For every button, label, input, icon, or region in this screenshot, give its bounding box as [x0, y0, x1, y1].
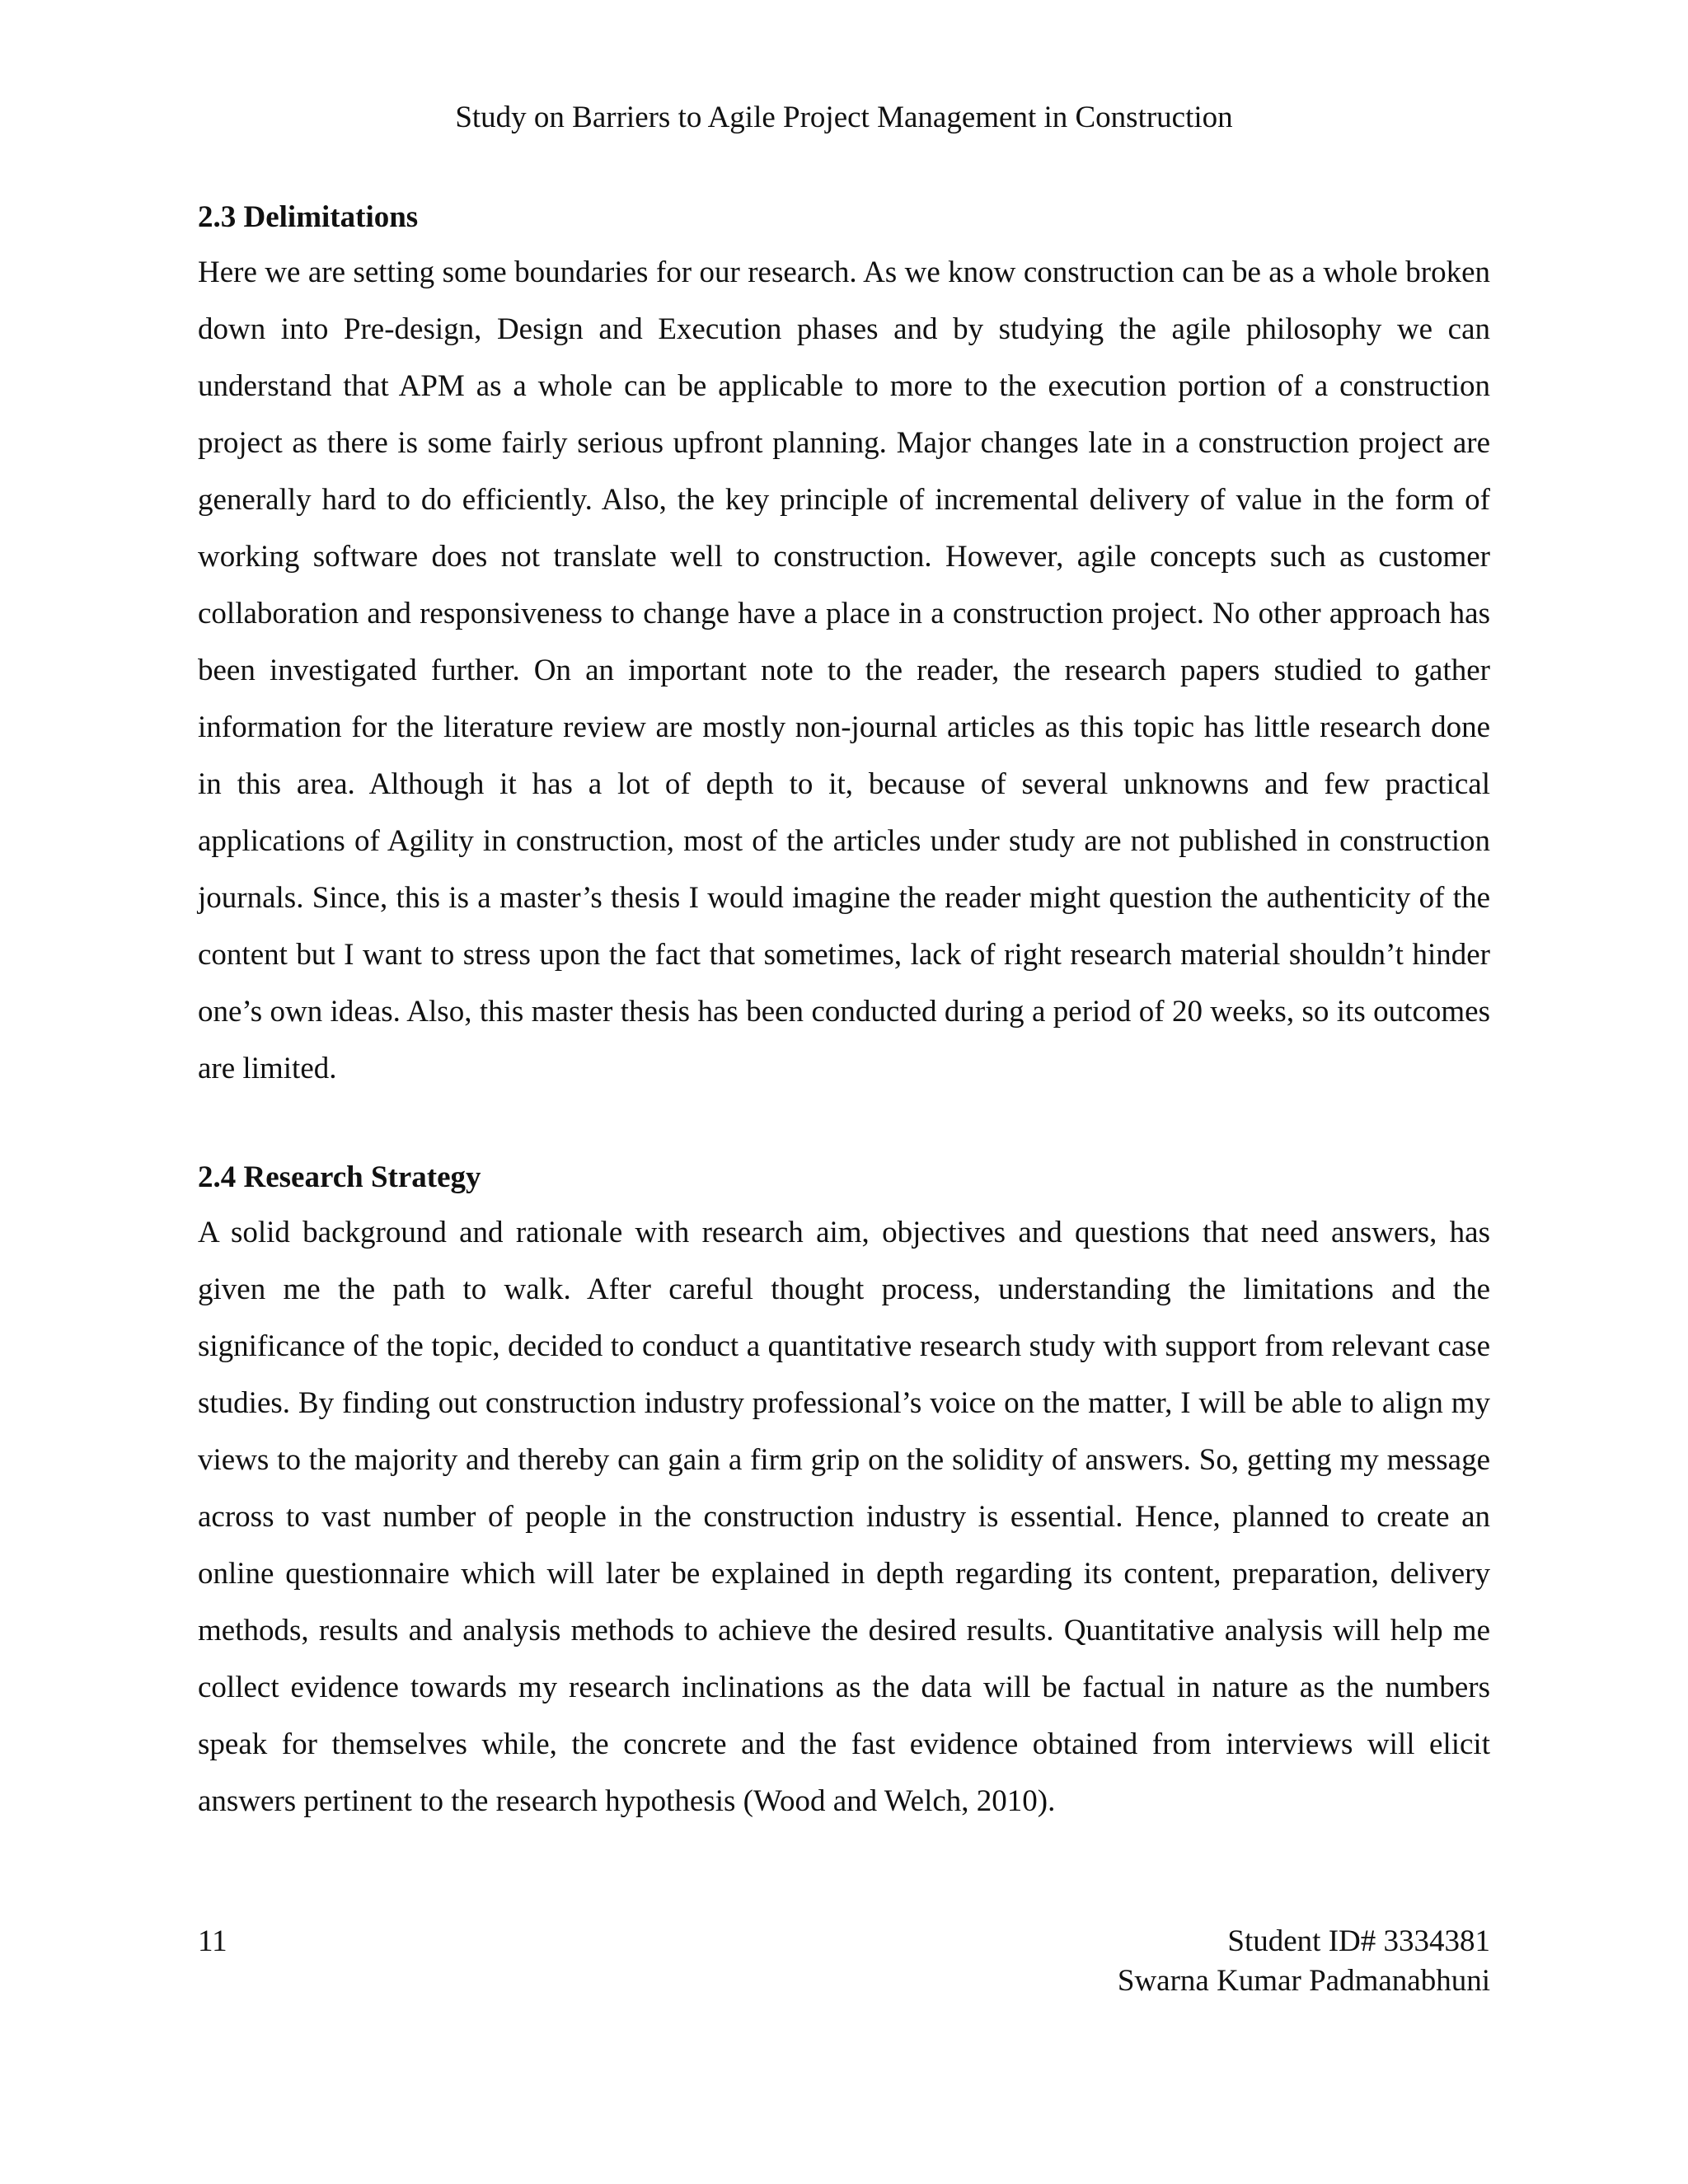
author-name: Swarna Kumar Padmanabhuni: [1117, 1964, 1490, 1998]
student-id: Student ID# 3334381: [1227, 1924, 1490, 1958]
running-header: Study on Barriers to Agile Project Management in Construction: [455, 101, 1233, 134]
delimitations-paragraph: Here we are setting some boundaries for our research. As we know construction can be as a whole broken down into Pre-design, Design and Execution phases and by studying the agile philosophy we can understand that APM as a whole can be applicable to more to the execution portion of a construction project as there is some fairly serious upfront planning. Major changes late in a construction project are generally hard to do efficiently. Also, the key principle of incremental delivery of value in the form of working software does not translate well to construction. However, agile concepts such as customer collaboration and responsiveness to change have a place in a construction project. No other approach has been investigated further. On an important note to the reader, the research papers studied to gather information for the literature review are mostly non-journal articles as this topic has little research done in this area. Although it has a lot of depth to it, because of several unknowns and few practical applications of Agility in construction, most of the articles under study are not published in construction journals. Since, this is a master’s thesis I would imagine the reader might question the authenticity of the content but I want to stress upon the fact that sometimes, lack of right research material shouldn’t hinder one’s own ideas. Also, this master thesis has been conducted during a period of 20 weeks, so its outcomes are limited.: [198, 255, 1490, 1085]
section-delimitations: [198, 191, 1490, 1097]
section-heading-research-strategy: 2.4 Research Strategy: [198, 1160, 481, 1194]
section-heading-delimitations: 2.3 Delimitations: [198, 200, 419, 234]
footer-author-block: [1118, 1922, 1490, 2001]
page-body: [198, 191, 1490, 1830]
research-strategy-paragraph: A solid background and rationale with research aim, objectives and questions that need answers, has given me the path to walk. After careful thought process, understanding the limitations and the significance of the topic, decided to conduct a quantitative research study with support from relevant case studies. By finding out construction industry professional’s voice on the matter, I will be able to align my views to the majority and thereby can gain a firm grip on the solidity of answers. So, getting my message across to vast number of people in the construction industry is essential. Hence, planned to create an online questionnaire which will later be explained in depth regarding its content, preparation, delivery methods, results and analysis methods to achieve the desired results. Quantitative analysis will help me collect evidence towards my research inclinations as the data will be factual in nature as the numbers speak for themselves while, the concrete and the fast evidence obtained from interviews will elicit answers pertinent to the research hypothesis (Wood and Welch, 2010).: [198, 1216, 1490, 1818]
section-spacer: [198, 1097, 1490, 1151]
section-research-strategy: [198, 1151, 1490, 1830]
page-number: 11: [198, 1924, 227, 1958]
